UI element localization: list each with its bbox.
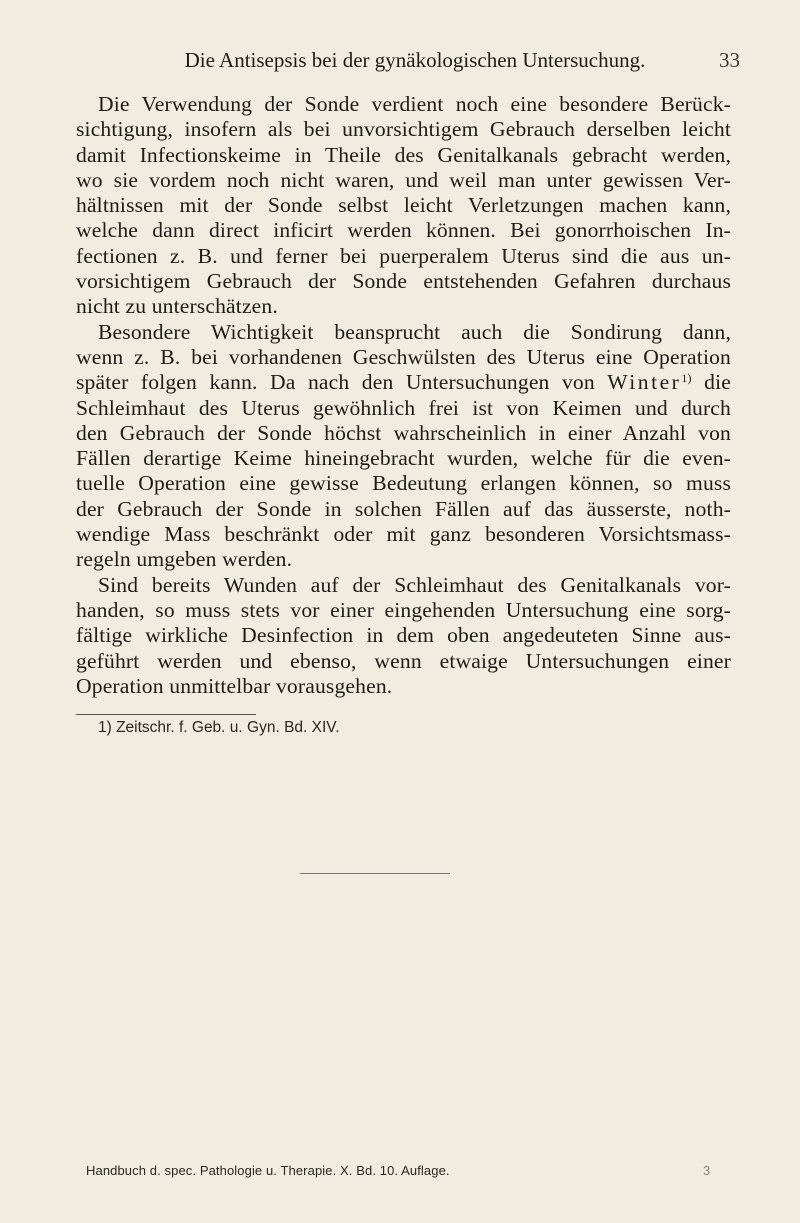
text-line: Operation unmittelbar vorausgehen. <box>76 673 393 698</box>
text-line-tail: die <box>704 370 731 395</box>
text-line: den Gebrauch der Sonde höchst wahrscheinlich in einer Anzahl von <box>76 420 731 445</box>
footnote-rule <box>76 714 256 715</box>
printer-signature: Handbuch d. spec. Pathologie u. Therapie. X. Bd. 10. Auflage. <box>86 1163 450 1178</box>
text-line: Sind bereits Wunden auf der Schleimhaut des Genitalkanals vor- <box>98 572 731 597</box>
text-line: geführt werden und ebenso, wenn etwaige Untersuchungen einer <box>76 648 731 673</box>
text-line: nicht zu unterschätzen. <box>76 294 278 319</box>
text-line-with-citation <box>76 370 731 395</box>
text-line: damit Infectionskeime in Theile des Genitalkanals gebracht werden, <box>76 142 731 167</box>
text-line: fältige wirkliche Desinfection in dem oben angedeuteten Sinne aus- <box>76 623 731 648</box>
body-text <box>76 92 731 699</box>
author-name: Winter <box>607 370 682 395</box>
text-line: der Gebrauch der Sonde in solchen Fällen auf das äusserste, noth- <box>76 496 731 521</box>
text-line: vorsichtigem Gebrauch der Sonde entstehenden Gefahren durchaus <box>76 269 731 294</box>
text-line-head: später folgen kann. Da nach den Untersuchungen von <box>76 370 595 395</box>
section-rule <box>300 873 450 874</box>
footnote-ref[interactable]: 1) <box>681 371 692 386</box>
text-line: welche dann direct inficirt werden können. Bei gonorrhoischen In- <box>76 218 731 243</box>
text-line: tuelle Operation eine gewisse Bedeutung erlangen können, so muss <box>76 471 731 496</box>
text-line: sichtigung, insofern als bei unvorsichtigem Gebrauch derselben leicht <box>76 117 731 142</box>
text-line: wenn z. B. bei vorhandenen Geschwülsten des Uterus eine Operation <box>76 344 731 369</box>
footnote: 1) Zeitschr. f. Geb. u. Gyn. Bd. XIV. <box>98 719 340 736</box>
text-line: fectionen z. B. und ferner bei puerperalem Uterus sind die aus un- <box>76 243 731 268</box>
sheet-number: 3 <box>703 1163 711 1178</box>
text-line: handen, so muss stets vor einer eingehenden Untersuchung eine sorg- <box>76 597 731 622</box>
page-number: 33 <box>719 48 740 72</box>
text-line: hältnissen mit der Sonde selbst leicht Verletzungen machen kann, <box>76 193 731 218</box>
running-header <box>90 48 740 78</box>
text-line: Schleimhaut des Uterus gewöhnlich frei ist von Keimen und durch <box>76 395 731 420</box>
text-line: wendige Mass beschränkt oder mit ganz besonderen Vorsichtsmass- <box>76 522 731 547</box>
text-line: Die Verwendung der Sonde verdient noch eine besondere Berück- <box>98 92 731 116</box>
text-line: Besondere Wichtigkeit beansprucht auch die Sondirung dann, <box>98 319 731 344</box>
text-line: Fällen derartige Keime hineingebracht wurden, welche für die even- <box>76 446 731 471</box>
text-line: wo sie vordem noch nicht waren, und weil man unter gewissen Ver- <box>76 167 731 192</box>
text-line: regeln umgeben werden. <box>76 547 293 572</box>
running-title: Die Antisepsis bei der gynäkologischen Untersuchung. <box>184 48 646 72</box>
